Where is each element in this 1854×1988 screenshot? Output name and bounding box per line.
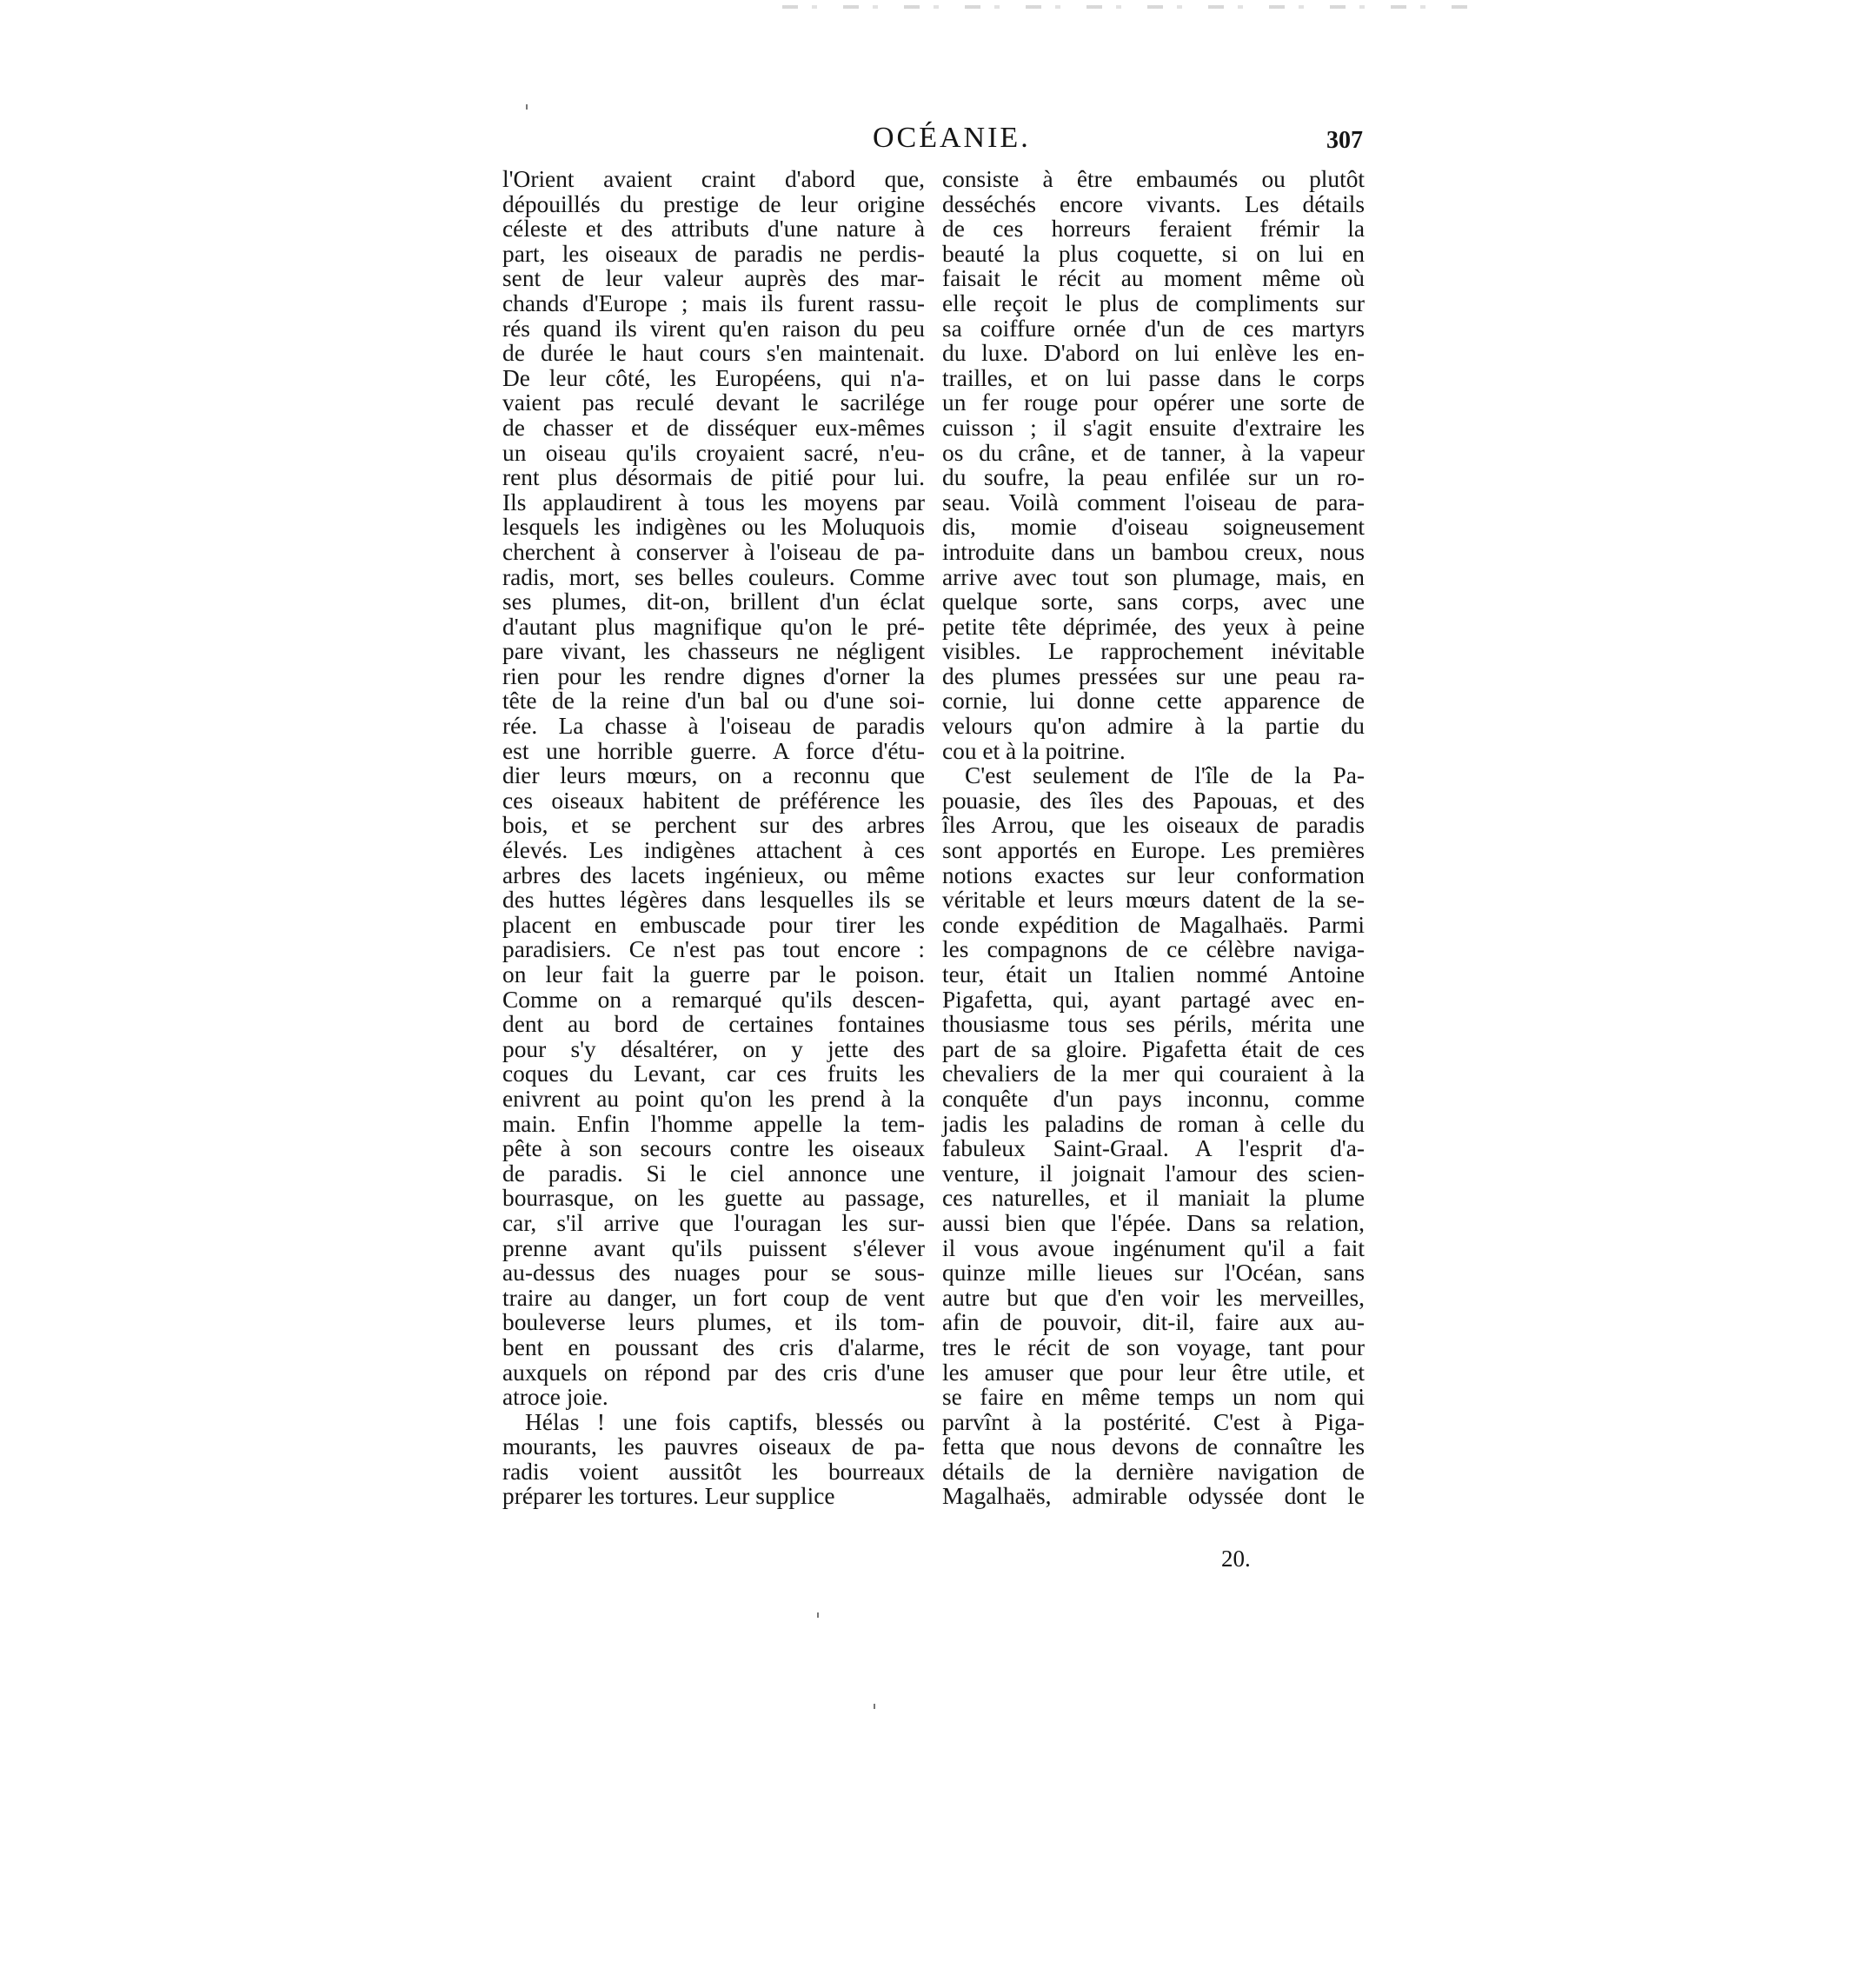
right-column-line: C'est seulement de l'île de la Pa- (965, 762, 1365, 789)
right-column-line: parvînt à la postérité. C'est à Piga- (942, 1408, 1365, 1435)
right-column-line: thousiasme tous ses périls, mérita une (942, 1011, 1365, 1038)
right-column-line: visibles. Le rapprochement inévitable (942, 638, 1365, 665)
left-column-line: chands d'Europe ; mais ils furent rassu- (502, 289, 925, 316)
left-column-line: dent au bord de certaines fontaines (502, 1011, 925, 1038)
left-column-line: ces oiseaux habitent de préférence les (502, 787, 925, 814)
left-column-line: pare vivant, les chasseurs ne négligent (502, 638, 925, 665)
left-column-line: Hélas ! une fois captifs, blessés ou (525, 1408, 925, 1435)
left-column-line: rés quand ils virent qu'en raison du peu (502, 315, 925, 342)
right-column-line: pouasie, des îles des Papouas, et des (942, 787, 1365, 814)
left-column-line: Ils applaudirent à tous les moyens par (502, 489, 925, 515)
left-column-line: car, s'il arrive que l'ouragan les sur- (502, 1209, 925, 1236)
right-column (942, 167, 1365, 1509)
right-column-line: desséchés encore vivants. Les détails (942, 190, 1365, 217)
left-column-line: ses plumes, dit-on, brillent d'un éclat (502, 588, 925, 615)
right-column-line: afin de pouvoir, dit-il, faire aux au- (942, 1309, 1365, 1336)
right-column-line: chevaliers de la mer qui couraient à la (942, 1060, 1365, 1087)
right-column-line: fabuleux Saint-Graal. A l'esprit d'a- (942, 1135, 1365, 1162)
left-column-line: cherchent à conserver à l'oiseau de pa- (502, 538, 925, 565)
left-column-line: arbres des lacets ingénieux, ou même (502, 861, 925, 888)
right-column-line: trailles, et on lui passe dans le corps (942, 364, 1365, 391)
right-column-line: elle reçoit le plus de compliments sur (942, 289, 1365, 316)
left-column-line: de durée le haut cours s'en maintenait. (502, 340, 925, 367)
scan-speck (817, 1612, 819, 1618)
right-column-line: teur, était un Italien nommé Antoine (942, 961, 1365, 987)
left-column-line: tête de la reine d'un bal ou d'une soi- (502, 688, 925, 715)
signature-mark: 20. (1221, 1546, 1251, 1572)
right-column-line: cou et à la poitrine. (942, 737, 1126, 764)
right-column-line: petite tête déprimée, des yeux à peine (942, 613, 1365, 640)
left-column-line: atroce joie. (502, 1384, 608, 1411)
scan-speck (874, 1704, 875, 1709)
left-column-line: Comme on a remarqué qu'ils descen- (502, 986, 925, 1013)
left-column-line: élevés. Les indigènes attachent à ces (502, 837, 925, 864)
right-column-line: cuisson ; il s'agit ensuite d'extraire les (942, 414, 1365, 441)
left-column-line: traire au danger, un fort coup de vent (502, 1284, 925, 1311)
left-column-line: radis voient aussitôt les bourreaux (502, 1458, 925, 1485)
left-column-line: lesquels les indigènes ou les Moluquois (502, 514, 925, 541)
page-number: 307 (1326, 127, 1363, 154)
right-column-line: sa coiffure ornée d'un de ces martyrs (942, 315, 1365, 342)
right-column-line: il vous avoue ingénument qu'il a fait (942, 1234, 1365, 1261)
left-column-line: de chasser et de disséquer eux-mêmes (502, 414, 925, 441)
right-column-line: seau. Voilà comment l'oiseau de para- (942, 489, 1365, 515)
right-column-line: arrive avec tout son plumage, mais, en (942, 563, 1365, 590)
right-column-line: fetta que nous devons de connaître les (942, 1433, 1365, 1460)
left-column-line: paradisiers. Ce n'est pas tout encore : (502, 936, 925, 963)
right-column-line: notions exactes sur leur conformation (942, 861, 1365, 888)
right-column-line: un fer rouge pour opérer une sorte de (942, 389, 1365, 416)
left-column-line: vaient pas reculé devant le sacrilége (502, 389, 925, 416)
left-column-line: placent en embuscade pour tirer les (502, 911, 925, 938)
left-column-line: l'Orient avaient craint d'abord que, (502, 166, 925, 192)
right-column-line: conde expédition de Magalhaës. Parmi (942, 911, 1365, 938)
scan-speck (526, 104, 528, 110)
left-column-line: dépouillés du prestige de leur origine (502, 190, 925, 217)
right-column-line: aussi bien que l'épée. Dans sa relation, (942, 1209, 1365, 1236)
left-column-line: bourrasque, on les guette au passage, (502, 1185, 925, 1212)
left-column-line: céleste et des attributs d'une nature à (502, 216, 925, 243)
left-column-line: bouleverse leurs plumes, et ils tom- (502, 1309, 925, 1336)
left-column-line: bent en poussant des cris d'alarme, (502, 1333, 925, 1360)
left-column-line: rée. La chasse à l'oiseau de paradis (502, 713, 925, 740)
left-column-line: dier leurs mœurs, on a reconnu que (502, 762, 925, 789)
left-column-line: au-dessus des nuages pour se sous- (502, 1260, 925, 1287)
right-column-line: ces naturelles, et il maniait la plume (942, 1185, 1365, 1212)
right-column-line: les amuser que pour leur être utile, et (942, 1359, 1365, 1386)
right-column-line: se faire en même temps un nom qui (942, 1384, 1365, 1411)
left-column-line: pête à son secours contre les oiseaux (502, 1135, 925, 1162)
right-column-line: introduite dans un bambou creux, nous (942, 538, 1365, 565)
right-column-line: du luxe. D'abord on lui enlève les en- (942, 340, 1365, 367)
left-column-line: d'autant plus magnifique qu'on le pré- (502, 613, 925, 640)
right-column-line: autre but que d'en voir les merveilles, (942, 1284, 1365, 1311)
left-column-line: enivrent au point qu'on les prend à la (502, 1085, 925, 1112)
right-column-line: jadis les paladins de roman à celle du (942, 1110, 1365, 1137)
right-column-line: des plumes pressées sur une peau ra- (942, 662, 1365, 689)
right-column-line: faisait le récit au moment même où (942, 265, 1365, 292)
right-column-line: de ces horreurs feraient frémir la (942, 216, 1365, 243)
left-column-line: sent de leur valeur auprès des mar- (502, 265, 925, 292)
left-column-line: rien pour les rendre dignes d'orner la (502, 662, 925, 689)
right-column-line: os du crâne, et de tanner, à la vapeur (942, 439, 1365, 466)
right-column-line: quelque sorte, sans corps, avec une (942, 588, 1365, 615)
right-column-line: tres le récit de son voyage, tant pour (942, 1333, 1365, 1360)
left-column-line: est une horrible guerre. A force d'étu- (502, 737, 925, 764)
right-column-line: îles Arrou, que les oiseaux de paradis (942, 812, 1365, 839)
left-column-line: de paradis. Si le ciel annonce une (502, 1160, 925, 1187)
left-column-line: bois, et se perchent sur des arbres (502, 812, 925, 839)
running-title: OCÉANIE. (873, 122, 1031, 154)
left-column-line: on leur fait la guerre par le poison. (502, 961, 925, 987)
right-column-line: conquête d'un pays inconnu, comme (942, 1085, 1365, 1112)
right-column-line: Magalhaës, admirable odyssée dont le (942, 1483, 1365, 1510)
right-column-line: les compagnons de ce célèbre naviga- (942, 936, 1365, 963)
left-column (502, 167, 925, 1509)
scan-edge-noise (782, 5, 1478, 9)
right-column-line: cornie, lui donne cette apparence de (942, 688, 1365, 715)
left-column-line: part, les oiseaux de paradis ne perdis- (502, 240, 925, 267)
left-column-line: un oiseau qu'ils croyaient sacré, n'eu- (502, 439, 925, 466)
left-column-line: main. Enfin l'homme appelle la tem- (502, 1110, 925, 1137)
left-column-line: des huttes légères dans lesquelles ils se (502, 887, 925, 914)
right-column-line: Pigafetta, qui, ayant partagé avec en- (942, 986, 1365, 1013)
left-column-line: auxquels on répond par des cris d'une (502, 1359, 925, 1386)
left-column-line: prenne avant qu'ils puissent s'élever (502, 1234, 925, 1261)
right-column-line: quinze mille lieues sur l'Océan, sans (942, 1260, 1365, 1287)
right-column-line: dis, momie d'oiseau soigneusement (942, 514, 1365, 541)
left-column-line: radis, mort, ses belles couleurs. Comme (502, 563, 925, 590)
left-column-line: coques du Levant, car ces fruits les (502, 1060, 925, 1087)
right-column-line: véritable et leurs mœurs datent de la se- (942, 887, 1365, 914)
left-column-line: rent plus désormais de pitié pour lui. (502, 464, 925, 491)
left-column-line: pour s'y désaltérer, on y jette des (502, 1035, 925, 1062)
right-column-line: venture, il joignait l'amour des scien- (942, 1160, 1365, 1187)
right-column-line: consiste à être embaumés ou plutôt (942, 166, 1365, 192)
right-column-line: du soufre, la peau enfilée sur un ro- (942, 464, 1365, 491)
left-column-line: De leur côté, les Européens, qui n'a- (502, 364, 925, 391)
right-column-line: beauté la plus coquette, si on lui en (942, 240, 1365, 267)
right-column-line: détails de la dernière navigation de (942, 1458, 1365, 1485)
right-column-line: sont apportés en Europe. Les premières (942, 837, 1365, 864)
left-column-line: préparer les tortures. Leur supplice (502, 1483, 835, 1510)
right-column-line: velours qu'on admire à la partie du (942, 713, 1365, 740)
left-column-line: mourants, les pauvres oiseaux de pa- (502, 1433, 925, 1460)
right-column-line: part de sa gloire. Pigafetta était de ces (942, 1035, 1365, 1062)
page-header (494, 122, 1363, 165)
